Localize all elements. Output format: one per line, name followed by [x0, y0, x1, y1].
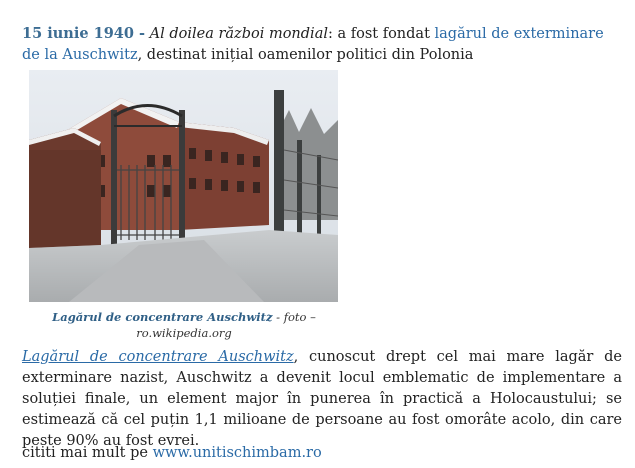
caption-title: Lagărul de concentrare Auschwitz	[52, 310, 273, 324]
read-more-prefix: cititi mai mult pe	[22, 445, 153, 461]
event-text-after: , destinat inițial oamenilor politici din Polonia	[137, 46, 474, 63]
article-body: , cunoscut drept cel mai mare lagăr de exterminare nazist, Auschwitz a devenit locul emblematic de implementare a soluției finale, un element major în punerea în practică a Holocaustului; se estimează că cel puțin 1,1 milioane de persoane au fost omorâte acolo, din care peste 90% au fost evrei.	[22, 348, 622, 449]
caption-source: - foto – ro.wikipedia.org	[136, 310, 316, 340]
read-more-line	[22, 443, 322, 464]
event-category: Al doilea război mondial	[149, 25, 328, 42]
article-paragraph	[22, 347, 622, 452]
event-date: 15 iunie 1940 -	[22, 24, 146, 42]
auschwitz-lead-link[interactable]: Lagărul de concentrare Auschwitz	[22, 348, 294, 365]
event-paragraph	[22, 23, 622, 66]
event-text-before: : a fost fondat	[327, 25, 435, 42]
read-more-link[interactable]: www.unitischimbam.ro	[152, 445, 322, 461]
photo-caption	[49, 309, 319, 341]
auschwitz-gate-photo	[29, 70, 338, 302]
photo-figure	[29, 70, 339, 341]
auschwitz-link[interactable]: lagărul de exterminare de la Auschwitz	[22, 25, 604, 63]
